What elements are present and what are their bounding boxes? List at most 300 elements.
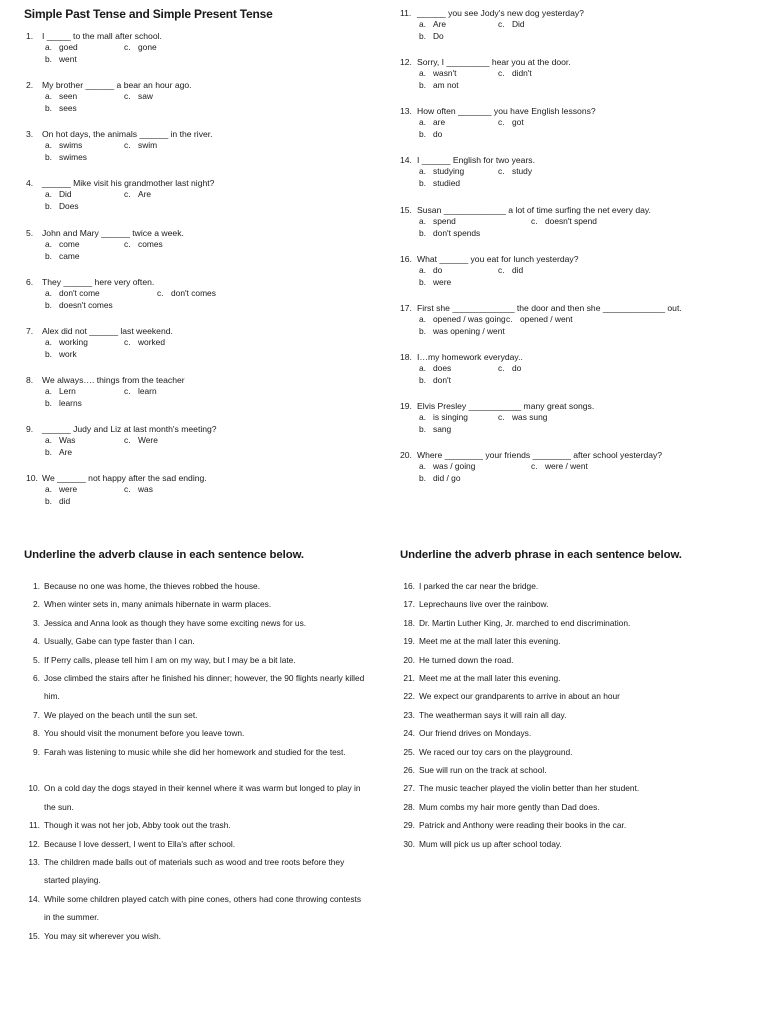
option-letter: b. bbox=[45, 447, 52, 457]
option-letter: c. bbox=[498, 363, 505, 373]
sentence-text: You may sit wherever you wish. bbox=[44, 930, 161, 941]
question-item bbox=[400, 56, 571, 92]
question-text: First she _____________ the door and then she _____________ out. bbox=[417, 303, 682, 313]
question-item bbox=[400, 253, 578, 289]
option-b bbox=[419, 374, 451, 386]
sentence-item bbox=[20, 890, 366, 927]
sentence-number: 24. bbox=[403, 728, 415, 739]
sentence-text: Dr. Martin Luther King, Jr. marched to end discrimination. bbox=[419, 617, 631, 628]
option-letter: b. bbox=[45, 496, 52, 506]
option-value: doesn't comes bbox=[59, 300, 113, 310]
option-value: Lern bbox=[59, 386, 76, 396]
option-c bbox=[498, 67, 532, 79]
question-number: 10. bbox=[26, 473, 38, 483]
option-value: are bbox=[433, 117, 446, 127]
option-b bbox=[45, 151, 87, 163]
option-a bbox=[419, 116, 445, 128]
sentence-item bbox=[20, 595, 366, 613]
sentence-text: If Perry calls, please tell him I am on my way, but I may be a bit late. bbox=[44, 654, 296, 665]
option-a bbox=[419, 313, 506, 325]
option-a bbox=[45, 336, 88, 348]
option-value: do bbox=[512, 363, 522, 373]
question-text: I _____ to the mall after school. bbox=[42, 31, 162, 41]
question-text: Elvis Presley ___________ many great songs. bbox=[417, 401, 595, 411]
option-letter: b. bbox=[419, 31, 426, 41]
option-value: don't comes bbox=[171, 288, 216, 298]
option-b bbox=[45, 446, 72, 458]
option-value: went bbox=[59, 54, 77, 64]
option-letter: a. bbox=[45, 239, 52, 249]
option-letter: c. bbox=[498, 19, 505, 29]
option-letter: b. bbox=[45, 103, 52, 113]
sentence-number: 17. bbox=[403, 599, 415, 610]
sentence-item bbox=[20, 779, 366, 816]
question-text: How often _______ you have English lessons? bbox=[417, 106, 596, 116]
sentence-item bbox=[395, 651, 749, 669]
option-b bbox=[45, 348, 77, 360]
sentence-text: Our friend drives on Mondays. bbox=[419, 728, 532, 739]
option-letter: a. bbox=[45, 91, 52, 101]
sentence-text: Jessica and Anna look as though they have some exciting news for us. bbox=[44, 617, 307, 628]
option-letter: b. bbox=[419, 228, 426, 238]
option-value: seen bbox=[59, 91, 78, 101]
sentence-text: Jose climbed the stairs after he finished his dinner; however, the 90 flights nearly killed him. bbox=[44, 673, 365, 702]
question-item bbox=[26, 374, 185, 410]
sentence-item bbox=[395, 743, 749, 761]
question-text: ______ Judy and Liz at last month's meeting? bbox=[42, 424, 217, 434]
option-letter: b. bbox=[419, 277, 426, 287]
sentence-text: Sue will run on the track at school. bbox=[419, 765, 547, 775]
option-letter: b. bbox=[45, 251, 52, 261]
sentence-item bbox=[395, 577, 749, 595]
sentence-number: 1. bbox=[33, 581, 40, 591]
option-value: is singing bbox=[433, 412, 468, 422]
option-c bbox=[498, 411, 547, 423]
question-text: Susan _____________ a lot of time surfing the net every day. bbox=[417, 205, 651, 215]
question-number: 11. bbox=[400, 8, 412, 18]
sentence-item bbox=[395, 816, 749, 834]
sentence-item bbox=[20, 816, 366, 834]
question-item bbox=[400, 449, 662, 485]
option-a bbox=[419, 165, 464, 177]
option-letter: b. bbox=[419, 424, 426, 434]
option-value: opened / was going bbox=[433, 314, 506, 324]
sentence-text: Meet me at the mall later this evening. bbox=[419, 673, 561, 683]
question-number: 14. bbox=[400, 155, 412, 165]
option-letter: a. bbox=[419, 166, 426, 176]
option-letter: b. bbox=[45, 398, 52, 408]
option-value: saw bbox=[138, 91, 153, 101]
option-c bbox=[124, 385, 157, 397]
question-text: We always…. things from the teacher bbox=[42, 375, 185, 385]
question-item bbox=[400, 302, 682, 338]
option-value: came bbox=[59, 251, 80, 261]
sentence-item bbox=[20, 724, 366, 742]
option-a bbox=[45, 287, 100, 299]
option-b bbox=[419, 30, 444, 42]
sentence-number: 8. bbox=[33, 728, 40, 739]
sentence-item bbox=[20, 669, 366, 706]
option-value: am not bbox=[433, 80, 459, 90]
sentence-item bbox=[395, 724, 749, 742]
sentence-number: 4. bbox=[33, 636, 40, 647]
sentence-text: While some children played catch with pine cones, others had cone throwing contests in the summer. bbox=[44, 893, 362, 923]
option-value: opened / went bbox=[520, 314, 573, 324]
option-value: don't spends bbox=[433, 228, 481, 238]
sentence-number: 14. bbox=[28, 893, 40, 904]
question-text: I…my homework everyday.. bbox=[417, 352, 523, 362]
question-number: 1. bbox=[26, 31, 34, 41]
option-letter: c. bbox=[124, 337, 131, 347]
option-value: studying bbox=[433, 166, 465, 176]
page-title: Simple Past Tense and Simple Present Tense bbox=[24, 7, 273, 21]
sentence-item bbox=[20, 743, 366, 761]
sentence-item bbox=[395, 669, 749, 687]
sentence-number: 9. bbox=[33, 746, 40, 757]
option-letter: c. bbox=[124, 189, 131, 199]
option-a bbox=[45, 90, 77, 102]
option-letter: c. bbox=[498, 265, 505, 275]
option-letter: b. bbox=[419, 326, 426, 336]
sentence-text: Because I love dessert, I went to Ella's after school. bbox=[44, 838, 236, 849]
option-value: don't come bbox=[59, 288, 100, 298]
question-item bbox=[400, 351, 523, 387]
sentence-number: 16. bbox=[403, 581, 415, 591]
option-b bbox=[45, 53, 77, 65]
option-c bbox=[124, 188, 151, 200]
sentence-item bbox=[395, 706, 749, 724]
option-c bbox=[531, 460, 588, 472]
option-a bbox=[45, 188, 72, 200]
sentence-text: Mum will pick us up after school today. bbox=[419, 838, 562, 849]
sentence-item bbox=[395, 798, 749, 816]
option-letter: b. bbox=[45, 54, 52, 64]
option-b bbox=[419, 423, 451, 435]
sentence-number: 23. bbox=[403, 709, 415, 720]
option-c bbox=[531, 215, 597, 227]
option-a bbox=[45, 385, 76, 397]
option-value: Did bbox=[512, 19, 525, 29]
sentence-number: 21. bbox=[403, 673, 415, 683]
question-number: 7. bbox=[26, 326, 34, 336]
sentence-text: When winter sets in, many animals hibernate in warm places. bbox=[44, 599, 272, 610]
option-letter: b. bbox=[419, 80, 426, 90]
option-value: was / going bbox=[433, 461, 476, 471]
question-item bbox=[400, 105, 596, 141]
option-letter: a. bbox=[45, 189, 52, 199]
question-text: Sorry, I _________ hear you at the door. bbox=[417, 57, 571, 67]
sentence-number: 25. bbox=[403, 746, 415, 757]
sentence-text: Leprechauns live over the rainbow. bbox=[419, 599, 549, 610]
option-value: was sung bbox=[512, 412, 548, 422]
option-value: didn't bbox=[512, 68, 532, 78]
option-letter: c. bbox=[124, 386, 131, 396]
sentence-text: We expect our grandparents to arrive in about an hour bbox=[419, 691, 620, 702]
option-letter: a. bbox=[45, 484, 52, 494]
option-letter: b. bbox=[45, 349, 52, 359]
question-text: What ______ you eat for lunch yesterday? bbox=[417, 254, 579, 264]
option-a bbox=[419, 67, 456, 79]
sentence-text: He turned down the road. bbox=[419, 654, 514, 665]
option-value: got bbox=[512, 117, 524, 127]
sentence-number: 7. bbox=[33, 709, 40, 720]
option-letter: b. bbox=[419, 375, 426, 385]
sentence-text: You should visit the monument before you leave town. bbox=[44, 728, 245, 739]
sentence-item bbox=[395, 779, 749, 797]
option-letter: a. bbox=[419, 68, 426, 78]
question-item bbox=[26, 30, 162, 66]
option-c bbox=[124, 238, 163, 250]
sentence-number: 28. bbox=[403, 801, 415, 812]
option-a bbox=[45, 139, 82, 151]
sentence-text: Usually, Gabe can type faster than I can. bbox=[44, 636, 195, 647]
sentence-number: 22. bbox=[403, 691, 415, 702]
sentence-text: Farah was listening to music while she did her homework and studied for the test. bbox=[44, 746, 346, 757]
question-item bbox=[26, 472, 207, 508]
option-c bbox=[506, 313, 573, 325]
option-letter: c. bbox=[498, 117, 505, 127]
option-value: Were bbox=[138, 435, 158, 445]
option-b bbox=[45, 102, 77, 114]
option-value: does bbox=[433, 363, 452, 373]
question-number: 17. bbox=[400, 303, 412, 313]
phrase-section-title: Underline the adverb phrase in each sentence below. bbox=[400, 549, 682, 561]
sentence-text: I parked the car near the bridge. bbox=[419, 581, 539, 591]
option-letter: c. bbox=[124, 42, 131, 52]
option-value: was opening / went bbox=[433, 326, 505, 336]
option-value: don't bbox=[433, 375, 451, 385]
question-text: They ______ here very often. bbox=[42, 277, 155, 287]
option-a bbox=[45, 238, 79, 250]
option-a bbox=[419, 215, 456, 227]
sentence-number: 13. bbox=[28, 857, 40, 867]
sentence-text: On a cold day the dogs stayed in their kennel where it was warm but longed to play in the sun. bbox=[44, 783, 361, 812]
option-c bbox=[498, 362, 521, 374]
option-c bbox=[124, 139, 157, 151]
option-b bbox=[419, 177, 460, 189]
option-value: goed bbox=[59, 42, 78, 52]
sentence-text: We raced our toy cars on the playground. bbox=[419, 746, 573, 757]
sentence-item bbox=[20, 927, 366, 945]
option-value: swimes bbox=[59, 152, 87, 162]
sentence-item bbox=[395, 614, 749, 632]
question-number: 3. bbox=[26, 129, 34, 139]
sentence-number: 27. bbox=[403, 783, 415, 794]
option-letter: b. bbox=[45, 152, 52, 162]
sentence-item bbox=[395, 835, 749, 853]
sentence-item bbox=[395, 761, 749, 779]
option-value: Are bbox=[433, 19, 447, 29]
option-letter: a. bbox=[419, 265, 426, 275]
option-a bbox=[419, 264, 442, 276]
sentence-text: Though it was not her job, Abby took out the trash. bbox=[44, 820, 231, 831]
option-letter: a. bbox=[45, 337, 52, 347]
option-value: sang bbox=[433, 424, 452, 434]
question-item bbox=[26, 276, 216, 312]
option-letter: b. bbox=[419, 129, 426, 139]
sentence-item bbox=[20, 706, 366, 724]
question-number: 19. bbox=[400, 401, 412, 411]
option-value: Was bbox=[59, 435, 76, 445]
option-c bbox=[498, 264, 523, 276]
option-c bbox=[124, 483, 153, 495]
option-value: doesn't spend bbox=[545, 216, 597, 226]
option-value: was bbox=[138, 484, 153, 494]
question-number: 2. bbox=[26, 80, 34, 90]
option-a bbox=[419, 460, 475, 472]
sentence-number: 2. bbox=[33, 599, 40, 610]
sentence-item bbox=[20, 632, 366, 650]
option-letter: c. bbox=[531, 461, 538, 471]
option-letter: b. bbox=[419, 178, 426, 188]
option-letter: c. bbox=[124, 140, 131, 150]
option-b bbox=[45, 250, 79, 262]
question-item bbox=[26, 423, 217, 459]
option-b bbox=[419, 79, 459, 91]
option-letter: a. bbox=[419, 461, 426, 471]
sentence-text: The weatherman says it will rain all day. bbox=[419, 709, 567, 720]
sentence-item bbox=[20, 577, 366, 595]
question-number: 12. bbox=[400, 57, 412, 67]
question-number: 6. bbox=[26, 277, 34, 287]
question-item bbox=[26, 128, 213, 164]
question-item bbox=[400, 204, 651, 240]
option-c bbox=[498, 165, 532, 177]
question-item bbox=[26, 79, 192, 115]
sentence-number: 19. bbox=[403, 636, 415, 647]
option-letter: c. bbox=[157, 288, 164, 298]
option-letter: a. bbox=[419, 117, 426, 127]
option-a bbox=[419, 362, 451, 374]
option-letter: b. bbox=[45, 201, 52, 211]
sentence-number: 30. bbox=[403, 838, 415, 849]
option-b bbox=[419, 227, 480, 239]
question-item bbox=[26, 325, 173, 361]
option-value: gone bbox=[138, 42, 157, 52]
option-a bbox=[45, 483, 77, 495]
option-letter: c. bbox=[124, 91, 131, 101]
option-value: did / go bbox=[433, 473, 461, 483]
option-b bbox=[45, 200, 79, 212]
sentence-number: 3. bbox=[33, 617, 40, 628]
option-value: working bbox=[59, 337, 88, 347]
option-a bbox=[45, 434, 75, 446]
sentence-item bbox=[395, 595, 749, 613]
question-text: John and Mary ______ twice a week. bbox=[42, 228, 184, 238]
option-c bbox=[157, 287, 216, 299]
option-value: Are bbox=[59, 447, 73, 457]
option-letter: a. bbox=[419, 363, 426, 373]
sentence-text: Because no one was home, the thieves robbed the house. bbox=[44, 581, 261, 591]
option-letter: a. bbox=[45, 386, 52, 396]
question-item bbox=[400, 154, 535, 190]
sentence-number: 20. bbox=[403, 654, 415, 665]
question-item bbox=[26, 227, 184, 263]
option-letter: b. bbox=[419, 473, 426, 483]
option-c bbox=[498, 18, 525, 30]
option-value: were bbox=[59, 484, 78, 494]
option-letter: a. bbox=[45, 42, 52, 52]
sentence-number: 10. bbox=[28, 783, 40, 794]
option-value: Do bbox=[433, 31, 444, 41]
option-letter: c. bbox=[498, 68, 505, 78]
option-b bbox=[419, 472, 460, 484]
question-number: 20. bbox=[400, 450, 412, 460]
option-value: swim bbox=[138, 140, 158, 150]
question-number: 18. bbox=[400, 352, 412, 362]
option-value: did bbox=[512, 265, 524, 275]
option-value: work bbox=[59, 349, 77, 359]
sentence-number: 18. bbox=[403, 617, 415, 628]
option-a bbox=[419, 411, 468, 423]
option-value: studied bbox=[433, 178, 461, 188]
sentence-number: 5. bbox=[33, 654, 40, 665]
question-number: 16. bbox=[400, 254, 412, 264]
option-b bbox=[419, 325, 505, 337]
option-letter: b. bbox=[45, 300, 52, 310]
option-value: sees bbox=[59, 103, 77, 113]
question-text: Where ________ your friends ________ after school yesterday? bbox=[417, 450, 663, 460]
sentence-number: 26. bbox=[403, 765, 415, 775]
option-c bbox=[124, 434, 158, 446]
option-b bbox=[45, 397, 82, 409]
option-b bbox=[45, 299, 113, 311]
option-letter: a. bbox=[419, 216, 426, 226]
option-value: do bbox=[433, 265, 443, 275]
option-c bbox=[498, 116, 524, 128]
question-number: 13. bbox=[400, 106, 412, 116]
question-text: ______ you see Jody's new dog yesterday? bbox=[417, 8, 584, 18]
sentence-item bbox=[395, 687, 749, 705]
sentence-number: 11. bbox=[28, 820, 40, 831]
option-letter: a. bbox=[45, 435, 52, 445]
option-letter: c. bbox=[506, 314, 513, 324]
option-letter: a. bbox=[419, 412, 426, 422]
question-number: 4. bbox=[26, 178, 34, 188]
option-a bbox=[45, 41, 78, 53]
option-letter: c. bbox=[124, 484, 131, 494]
question-text: ______ Mike visit his grandmother last night? bbox=[42, 178, 215, 188]
option-value: learns bbox=[59, 398, 82, 408]
question-text: I ______ English for two years. bbox=[417, 155, 535, 165]
option-letter: c. bbox=[498, 166, 505, 176]
option-value: learn bbox=[138, 386, 157, 396]
option-value: worked bbox=[138, 337, 165, 347]
option-letter: a. bbox=[419, 19, 426, 29]
option-letter: c. bbox=[124, 239, 131, 249]
sentence-item bbox=[20, 614, 366, 632]
option-c bbox=[124, 41, 157, 53]
sentence-text: Patrick and Anthony were reading their books in the car. bbox=[419, 820, 627, 831]
question-number: 5. bbox=[26, 228, 34, 238]
question-text: We ______ not happy after the sad ending. bbox=[42, 473, 207, 483]
option-value: were / went bbox=[545, 461, 588, 471]
sentence-number: 29. bbox=[403, 820, 415, 831]
option-value: Did bbox=[59, 189, 72, 199]
sentence-text: Meet me at the mall later this evening. bbox=[419, 636, 561, 647]
option-letter: c. bbox=[498, 412, 505, 422]
option-letter: a. bbox=[45, 140, 52, 150]
option-b bbox=[419, 276, 451, 288]
question-number: 9. bbox=[26, 424, 34, 434]
option-value: study bbox=[512, 166, 533, 176]
sentence-text: Mum combs my hair more gently than Dad does. bbox=[419, 801, 600, 812]
option-c bbox=[124, 90, 153, 102]
option-value: spend bbox=[433, 216, 456, 226]
option-a bbox=[419, 18, 446, 30]
sentence-text: The children made balls out of materials such as wood and tree roots before they started playing. bbox=[44, 857, 345, 886]
question-text: On hot days, the animals ______ in the river. bbox=[42, 129, 213, 139]
